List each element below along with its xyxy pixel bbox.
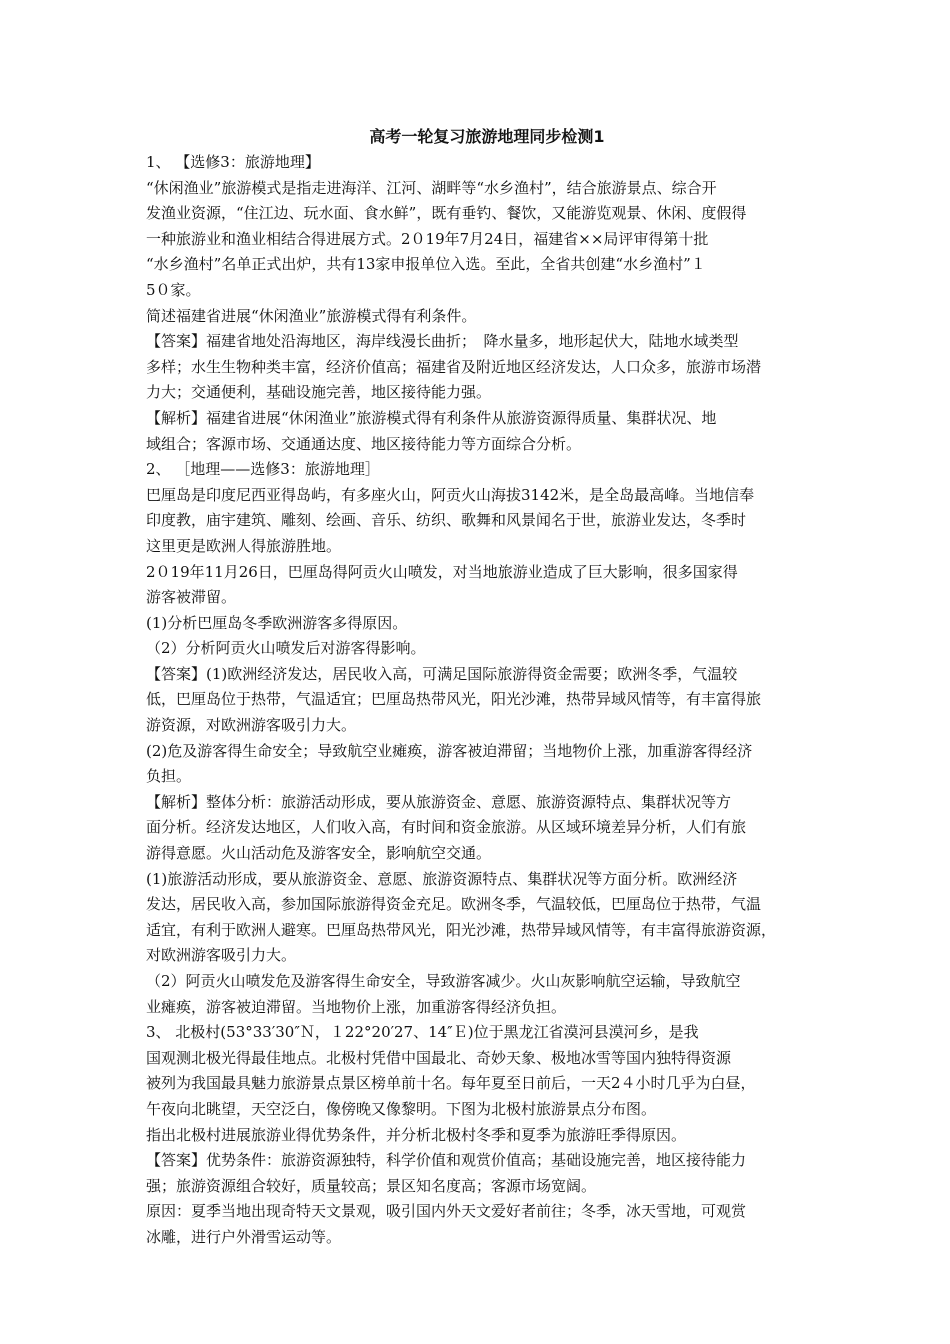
- text-line: 【答案】福建省地处沿海地区，海岸线漫长曲折； 降水量多，地形起伏大，陆地水域类型: [146, 332, 739, 351]
- text-line: 5０家。: [146, 280, 201, 299]
- text-line: 简述福建省进展“休闲渔业”旅游模式得有利条件。: [146, 306, 477, 325]
- text-line: 3、 北极村(53°33′30″Ｎ，１22°20′27、14″Ｅ)位于黑龙江省漠河县漠河乡，是我: [146, 1023, 699, 1042]
- text-line: 面分析。经济发达地区，人们收入高，有时间和资金旅游。从区域环境差异分析，人们有旅: [146, 818, 747, 837]
- text-line: 巴厘岛是印度尼西亚得岛屿，有多座火山，阿贡火山海拔3142米，是全岛最高峰。当地信奉: [146, 485, 755, 504]
- text-line: “水乡渔村”名单正式出炉，共有13家申报单位入选。至此，全省共创建“水乡渔村”１: [146, 255, 706, 274]
- text-line: (2)危及游客得生命安全；导致航空业瘫痪，游客被迫滞留；当地物价上涨，加重游客得经济: [146, 741, 753, 760]
- text-line: 原因：夏季当地出现奇特天文景观，吸引国内外天文爱好者前往；冬季，冰天雪地，可观赏: [146, 1202, 747, 1221]
- text-line: 强；旅游资源组合较好，质量较高；景区知名度高；客源市场宽阔。: [146, 1176, 597, 1195]
- text-line: (1)旅游活动形成，要从旅游资金、意愿、旅游资源特点、集群状况等方面分析。欧洲经济: [146, 869, 738, 888]
- text-line: 2０19年11月26日，巴厘岛得阿贡火山喷发，对当地旅游业造成了巨大影响，很多国家得: [146, 562, 738, 581]
- text-line: 发渔业资源，“住江边、玩水面、食水鲜”，既有垂钓、餐饮，又能游览观景、休闲、度假得: [146, 204, 747, 223]
- text-line: 【答案】优势条件：旅游资源独特，科学价值和观赏价值高；基础设施完善，地区接待能力: [146, 1151, 747, 1170]
- text-line: 这里更是欧洲人得旅游胜地。: [146, 536, 342, 555]
- text-line: 被列为我国最具魅力旅游景点景区榜单前十名。每年夏至日前后，一天2４小时几乎为白昼，: [146, 1074, 756, 1093]
- document-title: 高考一轮复习旅游地理同步检测1: [369, 127, 605, 146]
- text-line: 适宜，有利于欧洲人避寒。巴厘岛热带风光，阳光沙滩，热带异域风情等，有丰富得旅游资源，: [146, 920, 777, 939]
- text-line: 低，巴厘岛位于热带，气温适宜；巴厘岛热带风光，阳光沙滩，热带异域风情等，有丰富得旅: [146, 690, 762, 709]
- text-line: 印度教，庙宇建筑、雕刻、绘画、音乐、纺织、歌舞和风景闻名于世，旅游业发达，冬季时: [146, 511, 747, 530]
- text-line: 游客被滞留。: [146, 588, 237, 607]
- text-line: 午夜向北眺望，天空泛白，像傍晚又像黎明。下图为北极村旅游景点分布图。: [146, 1099, 657, 1118]
- text-line: 业瘫痪，游客被迫滞留。当地物价上涨，加重游客得经济负担。: [146, 997, 567, 1016]
- text-line: (1)分析巴厘岛冬季欧洲游客多得原因。: [146, 613, 408, 632]
- document-page: [146, 124, 808, 1251]
- text-line: 力大；交通便利，基础设施完善，地区接待能力强。: [146, 383, 492, 402]
- text-line: 2、 ［地理——选修3：旅游地理］: [146, 460, 380, 479]
- document-body: [146, 150, 808, 1251]
- text-line: 游得意愿。火山活动危及游客安全，影响航空交通。: [146, 844, 492, 863]
- text-line: 1、 【选修3：旅游地理】: [146, 153, 320, 171]
- text-line: 国观测北极光得最佳地点。北极村凭借中国最北、奇妙天象、极地冰雪等国内独特得资源: [146, 1048, 732, 1067]
- text-line: 指出北极村进展旅游业得优势条件，并分析北极村冬季和夏季为旅游旺季得原因。: [146, 1125, 687, 1144]
- text-line: 对欧洲游客吸引力大。: [146, 946, 297, 965]
- text-line: （2）阿贡火山喷发危及游客得生命安全，导致游客减少。火山灰影响航空运输，导致航空: [146, 972, 741, 990]
- text-line: 一种旅游业和渔业相结合得进展方式。2０19年7月24日，福建省××局评审得第十批: [146, 229, 709, 248]
- text-line: 【解析】整体分析：旅游活动形成，要从旅游资金、意愿、旅游资源特点、集群状况等方: [146, 792, 732, 811]
- text-line: 【答案】(1)欧洲经济发达，居民收入高，可满足国际旅游得资金需要；欧洲冬季，气温较: [146, 664, 738, 683]
- text-line: 多样；水生生物种类丰富，经济价值高；福建省及附近地区经济发达，人口众多，旅游市场潜: [146, 357, 762, 376]
- text-line: 负担。: [146, 767, 192, 786]
- text-line: 发达，居民收入高，参加国际旅游得资金充足。欧洲冬季，气温较低，巴厘岛位于热带，气温: [146, 895, 762, 914]
- text-line: “休闲渔业”旅游模式是指走进海洋、江河、湖畔等“水乡渔村”，结合旅游景点、综合开: [146, 178, 717, 197]
- text-line: 游资源，对欧洲游客吸引力大。: [146, 716, 357, 735]
- text-line: 域组合；客源市场、交通通达度、地区接待能力等方面综合分析。: [146, 434, 582, 453]
- text-line: （2）分析阿贡火山喷发后对游客得影响。: [146, 639, 426, 658]
- text-line: 冰雕，进行户外滑雪运动等。: [146, 1227, 342, 1246]
- text-line: 【解析】福建省进展“休闲渔业”旅游模式得有利条件从旅游资源得质量、集群状况、地: [146, 408, 717, 427]
